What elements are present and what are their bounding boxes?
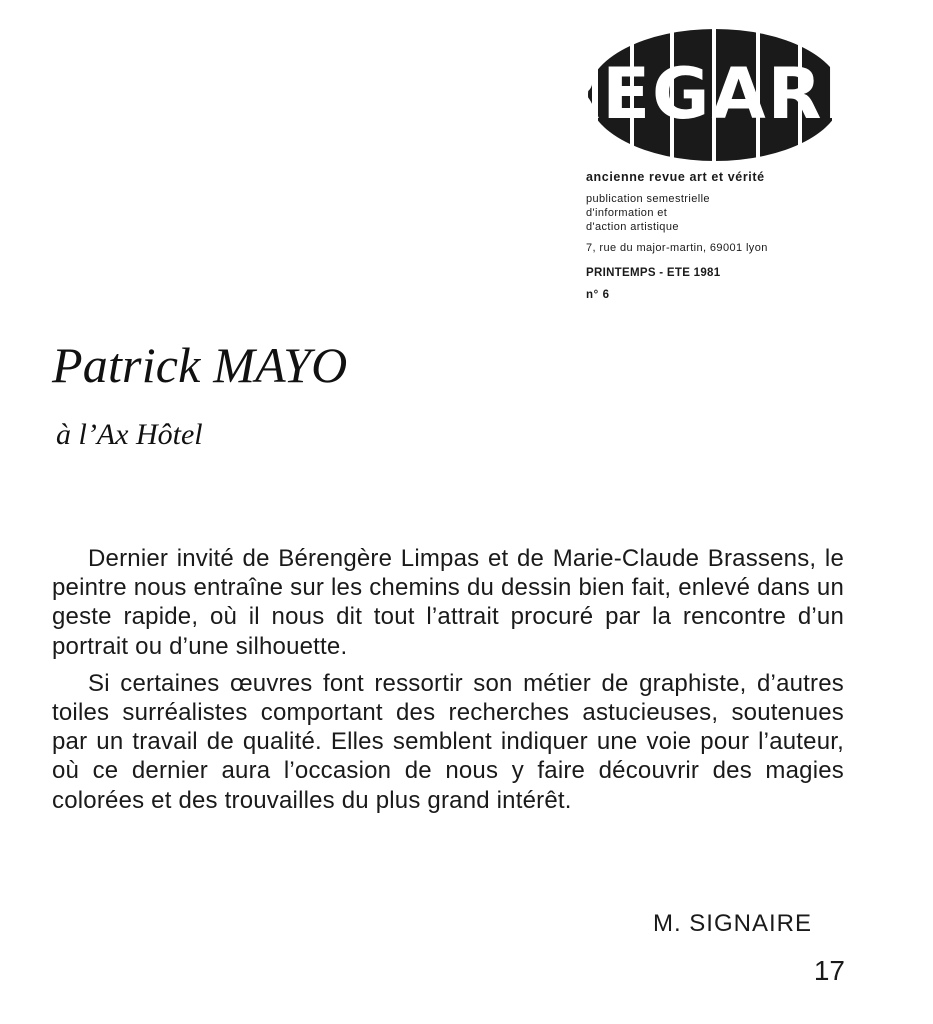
article-signature: M. SIGNAIRE [652,910,812,937]
masthead-address: 7, rue du major-martin, 69001 lyon [586,242,768,254]
article-body [52,544,844,815]
page-number: 17 [813,955,845,986]
logo-lettering: REGARD [546,53,884,135]
publication-line-3: d'action artistique [586,221,679,233]
issue-number: n° 6 [586,289,610,301]
publication-line-1: publication semestrielle [586,193,710,205]
article-paragraph-1: Dernier invité de Bérengère Limpas et de Marie-Claude Brassens, le peintre nous entraîne sur les chemins du dessin bien fait, enlevé dans un geste rapide, où il nous dit tout l’attrait procuré par la rencontre d’un portrait ou d’une silhouette. [52,545,844,660]
publication-line-2: d'information et [586,207,668,219]
article-title: Patrick MAYO [52,337,348,393]
regard-logo [546,26,884,164]
article-subtitle: à l’Ax Hôtel [56,418,203,451]
masthead [546,26,884,301]
issue-season: PRINTEMPS - ETE 1981 [586,267,721,279]
article-paragraph-2: Si certaines œuvres font ressortir son métier de graphiste, d’autres toiles surréalistes comportant des recherches astucieuses, soutenues par un travail de qualité. Elles semblent indiquer une voie pour l’auteur, où ce dernier aura l’occasion de nous y faire découvrir des magies colorées et des trouvailles du plus grand intérêt. [52,669,844,814]
masthead-tagline: ancienne revue art et vérité [586,170,765,184]
